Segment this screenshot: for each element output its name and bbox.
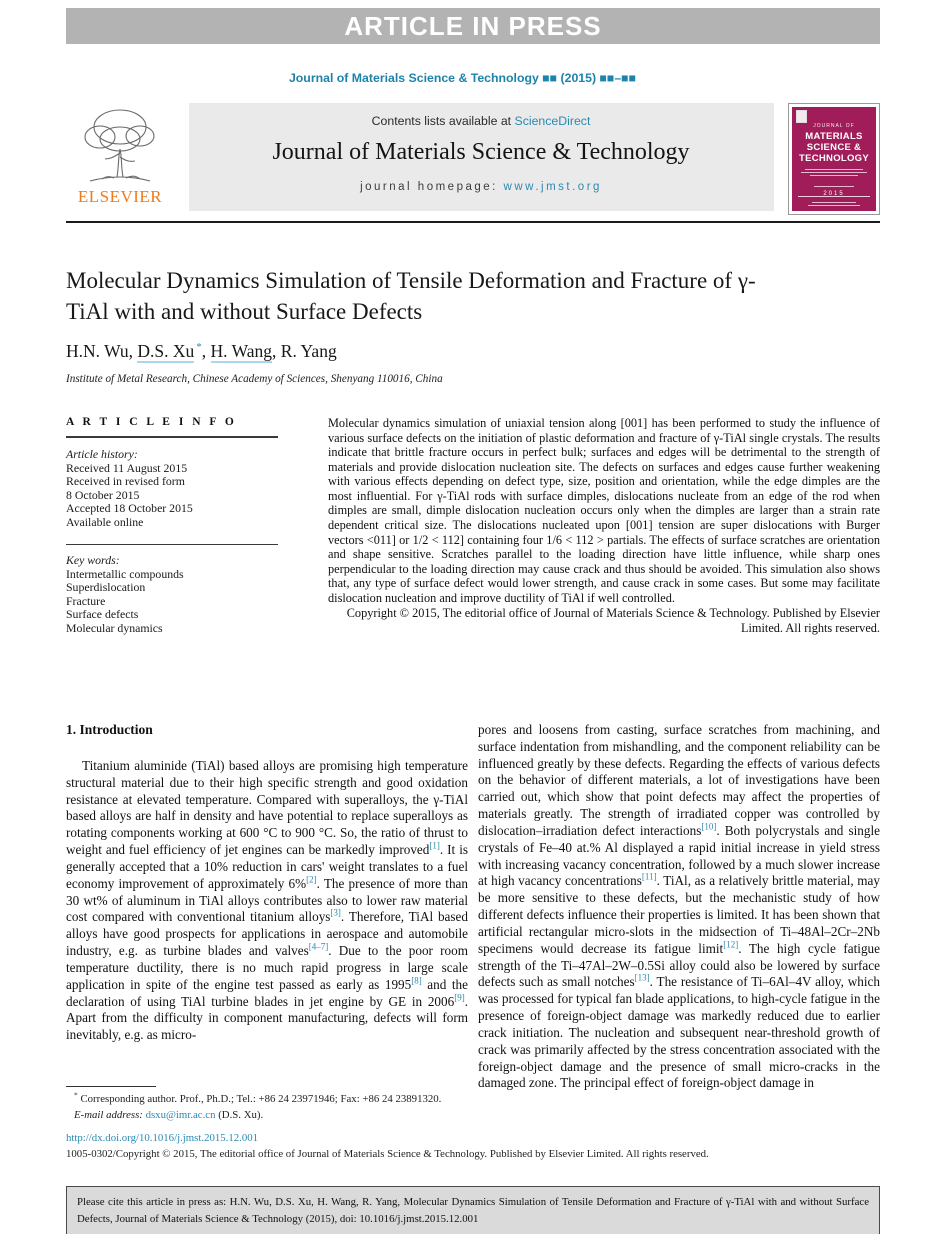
citation-ref[interactable]: [4–7] — [308, 941, 329, 952]
citation-ref[interactable]: [10] — [701, 821, 717, 832]
author-yang: , R. Yang — [272, 341, 337, 361]
article-in-press-banner — [66, 8, 880, 44]
abstract-column — [328, 416, 880, 636]
cover-title-line: TECHNOLOGY — [798, 153, 870, 165]
cover-title-line: MATERIALS — [805, 131, 863, 142]
journal-info-box — [189, 103, 774, 211]
cover-decor-bar — [801, 172, 867, 173]
citation-ref[interactable]: [12] — [723, 939, 739, 950]
cover-decor-bar — [805, 169, 863, 170]
introduction-section — [66, 722, 880, 1092]
header-divider-rule — [66, 221, 880, 223]
doi-link[interactable]: http://dx.doi.org/10.1016/j.jmst.2015.12.001 — [66, 1132, 259, 1144]
citation-ref[interactable]: [11] — [641, 872, 657, 883]
email-label: E-mail address: — [74, 1108, 146, 1121]
cover-title — [792, 131, 876, 165]
cover-title-line: SCIENCE & — [806, 142, 862, 154]
cover-journal-of: JOURNAL OF — [813, 123, 855, 129]
contents-line — [189, 103, 774, 128]
citation-ref[interactable]: [13] — [634, 973, 650, 984]
cover-decor-bar — [812, 202, 856, 203]
citation-ref[interactable]: [2] — [306, 874, 317, 885]
author-link-dsxu[interactable]: D.S. Xu — [137, 341, 195, 361]
elsevier-wordmark: ELSEVIER — [77, 187, 163, 206]
abstract-copyright: Copyright © 2015, The editorial office of Journal of Materials Science & Technology. Published by Elsevier Limited. All rights reserved. — [346, 606, 880, 635]
keyword-item: Intermetallic compounds — [66, 566, 184, 581]
affiliation: Institute of Metal Research, Chinese Academy of Sciences, Shenyang 110016, China — [66, 373, 443, 385]
author-separator: , — [201, 341, 211, 361]
corresponding-author-star[interactable]: * — [196, 341, 202, 354]
corresponding-author-note — [66, 1092, 471, 1108]
journal-cover-art — [792, 107, 876, 211]
citation-ref[interactable]: [1] — [429, 840, 440, 851]
article-title: Molecular Dynamics Simulation of Tensile Deformation and Fracture of γ-TiAl with and without Surface Defects — [66, 268, 756, 324]
keyword-item: Surface defects — [66, 607, 139, 622]
article-info-heading: A R T I C L E I N F O — [66, 416, 237, 428]
journal-cover-thumbnail[interactable] — [788, 103, 880, 215]
elsevier-tree-icon — [72, 103, 168, 189]
intro-paragraph-left: Titanium aluminide (TiAl) based alloys are promising high temperature structural material due to their high specific strength and good oxidation resistance at elevated temperature. Compared with superalloys, the γ-TiAl based alloys are half in density and have potential to replace superalloys as rotating components working at 600 °C to 900 °C. So, the ratio of thrust to weight and fuel efficiency of jet engines can be markedly improved[1]. It is generally accepted that a 10% reduction in cars' weight translates to a fuel economy improvement of approximately 6%[2]. The presence of more than 30 wt% of aluminum in TiAl alloys contributes also to lower raw material cost compared with conventional titanium alloys[3]. Therefore, TiAl based alloys have good prospects for applications in aerospace and automobile industry, e.g. as turbine blades and valves[4–7]. Due to the poor room temperature ductility, there is no much rapid progress in large scale application in spite of the engine test passed as early as 1995[8] and the declaration of using TiAl turbine blades in jet engine by GE in 2006[9]. Apart from the difficulty in component manufacturing, defects will form inevitably, e.g. as micro- — [66, 758, 468, 1043]
article-history-item: 8 October 2015 — [66, 487, 140, 502]
cover-decor-bar — [810, 175, 858, 176]
article-history-item: Received in revised form — [66, 474, 185, 489]
banner-text: ARTICLE IN PRESS — [344, 10, 602, 41]
elsevier-logo[interactable] — [66, 103, 174, 215]
abstract-text: Molecular dynamics simulation of uniaxial tension along [001] has been performed to study the influence of various surface defects on the initiation of plastic deformation and fracture of γ-TiAl single crystals. The results indicate that brittle fracture occurs in perfect bulk; surfaces and edges will be detrimental to the strength of materials and provide dislocation nucleation site. The defects on surfaces and edges cause further weakening with various effects depending on defect type, size, position and orientation, while the edge dimples are the most influential. For γ-TiAl rods with surface dimples, dislocations nucleate from an edge of the rod when dimples are small, dimple dislocation nucleation occurs only when the dimples are larger than a strain rate dependent critical size. The dislocations nucleated upon [001] tension are super dislocations with Burger vectors <011] or 1/2 < 112] containing four 1/6 < 112 > partials. The effects of surface scratches are orientation and shape sensitive. Scratches parallel to the loading direction have little influence, while sharp ones perpendicular to the loading direction may cause crack and thus should be avoided. This simulation also shows that, any type of surface defect would lower strength, and cause crack in some cases. But some may facilitate dislocation nucleation and improve ductility of TiAl if well controlled. — [328, 416, 880, 605]
citation-ref[interactable]: [8] — [411, 975, 422, 986]
article-info-column — [66, 416, 278, 636]
cover-decor-bar — [808, 205, 860, 206]
keyword-item: Superdislocation — [66, 580, 146, 595]
article-history-item: Received 11 August 2015 — [66, 460, 188, 475]
contents-prefix: Contents lists available at — [371, 114, 515, 128]
article-history-item: Available online — [66, 514, 144, 529]
section-heading-introduction: 1. Introduction — [66, 722, 153, 737]
email-link[interactable]: dsxu@imr.ac.cn — [145, 1108, 216, 1121]
info-rule — [66, 436, 278, 438]
homepage-line — [189, 181, 774, 193]
intro-right-column — [478, 722, 880, 1092]
footnote-rule — [66, 1086, 156, 1087]
issn-copyright-line: 1005-0302/Copyright © 2015, The editorial office of Journal of Materials Science & Technology. Published by Elsevier Limited. All rights reserved. — [66, 1148, 709, 1160]
citation-ref[interactable]: [9] — [454, 992, 465, 1003]
email-line — [66, 1108, 471, 1124]
keyword-item: Molecular dynamics — [66, 621, 163, 636]
info-rule — [66, 544, 278, 546]
article-history-item: Accepted 18 October 2015 — [66, 501, 193, 516]
info-abstract-section — [66, 416, 880, 636]
homepage-link[interactable]: www.jmst.org — [503, 181, 602, 193]
citation-ref[interactable]: [3] — [330, 908, 341, 919]
authors-line — [66, 341, 337, 362]
journal-title: Journal of Materials Science & Technology — [272, 139, 690, 165]
email-suffix: (D.S. Xu). — [215, 1108, 264, 1121]
intro-paragraph-right: pores and loosens from casting, surface scratches from machining, and surface indentation from mishandling, and the component reliability can be influenced greatly by these defects. Regarding the effects of various defects on the behavior of different materials, a lot of investigations have been carried out, which show that point defects may affect the properties of materials greatly. The strength of irradiated copper was controlled by dislocation–irradiation defect interactions[10]. Both polycrystals and single crystals of Fe–40 at.% Al displayed a rapid initial increase in yield stress with increasing vacancy concentration, followed by a much slower increase at high vacancy concentrations[11]. TiAl, as a relatively brittle material, may be more sensitive to these defects, but the mechanistic study of how different defects influence their properties is limited. It has been shown that artificial rectangular micro-slots in the midsection of Ti–48Al–2Cr–2Nb specimens would decrease its fatigue limit[12]. The high cycle fatigue strength of the Ti–47Al–2W–0.5Si alloy could also be lowered by surface defects such as small notches[13]. The resistance of Ti–6Al–4V alloy, which was processed for typical fan blade applications, to high-cycle fatigue in the presence of foreign-object damage was markedly reduced due to earlier crack initiation. The nucleation and subsequent near-threshold growth of crack was primarily affected by the stress concentration associated with the foreign-object damage and the presence of small micro-cracks in the damaged zone. The principal effect of foreign-object damage in — [478, 722, 881, 1091]
footnote-text: Corresponding author. Prof., Ph.D.; Tel.: +86 24 23971946; Fax: +86 24 23891320. — [80, 1093, 442, 1105]
intro-left-column — [66, 722, 468, 1092]
article-history-label: Article history: — [66, 447, 138, 461]
cover-year: 2015 — [823, 190, 845, 197]
homepage-prefix: journal homepage: — [360, 181, 504, 193]
author-wu: H.N. Wu, — [66, 341, 138, 361]
author-link-hwang[interactable]: H. Wang — [210, 341, 273, 361]
footnote-block — [66, 1086, 471, 1124]
cover-decor-bar — [814, 186, 854, 187]
journal-citation-line: Journal of Materials Science & Technology ■■ (2015) ■■–■■ — [288, 71, 637, 85]
citation-notice-box: Please cite this article in press as: H.N. Wu, D.S. Xu, H. Wang, R. Yang, Molecular Dynamics Simulation of Tensile Deformation and Fracture of γ-TiAl with and without Surface Defects, Journal of Materials Science & Technology (2015), doi: 10.1016/j.jmst.2015.12.001 — [66, 1186, 880, 1234]
article-history-list — [66, 462, 278, 530]
sciencedirect-link[interactable]: ScienceDirect — [514, 114, 591, 128]
keywords-list — [66, 568, 278, 636]
footnote-star: * — [74, 1090, 78, 1100]
journal-header — [66, 103, 880, 215]
keyword-item: Fracture — [66, 593, 106, 608]
cover-footer — [798, 196, 870, 206]
keywords-label: Key words: — [66, 553, 120, 568]
